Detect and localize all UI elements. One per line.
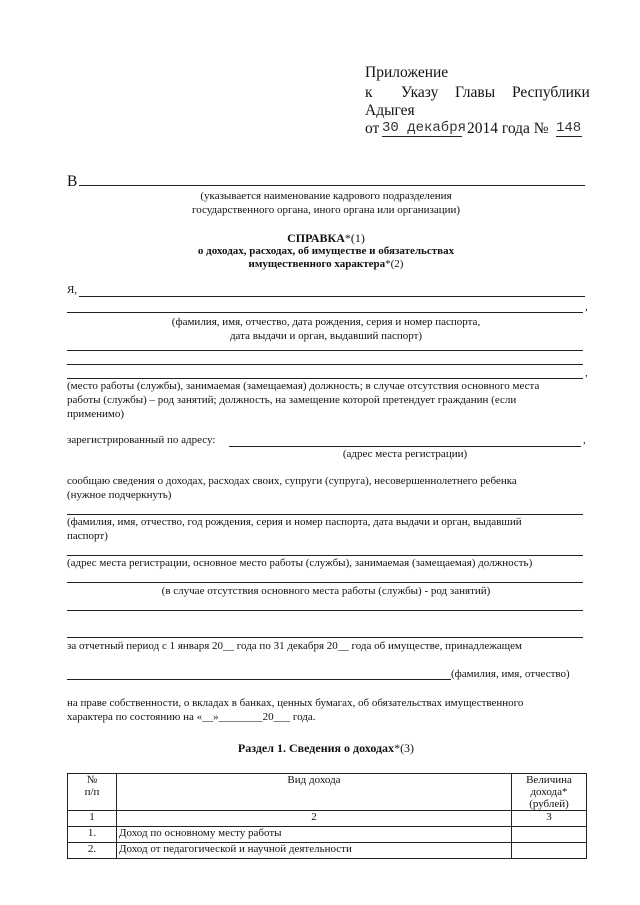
document-title: [67, 231, 585, 246]
recipient-prefix: В: [67, 173, 78, 190]
index-cell-1: 1: [68, 811, 117, 827]
document-subtitle-2: [67, 258, 585, 270]
period-fio-line: [67, 679, 451, 680]
fio-caption-2: паспорт): [67, 530, 108, 542]
table-row: [68, 827, 587, 843]
appendix-label: Приложение: [365, 64, 449, 81]
income-table: [67, 773, 587, 859]
row-num: 1.: [68, 827, 117, 843]
occ-caption: (в случае отсутствия основного места работы (службы) - род занятий): [161, 585, 491, 597]
decree-date-prefix: от: [365, 120, 380, 137]
person-line-5: [67, 378, 583, 379]
person-line-3: [67, 350, 583, 351]
address-line: [229, 446, 581, 447]
decree-number-handwritten: 148: [556, 120, 582, 136]
section-title-ref: *(3): [394, 741, 415, 755]
fio-caption-1: (фамилия, имя, отчество, год рождения, серия и номер паспорта, дата выдачи и орган, выдавший: [67, 516, 522, 528]
index-cell-2: 2: [117, 811, 512, 827]
header-num-1: №: [86, 774, 98, 786]
decree-line-ukazu: Указу: [401, 84, 439, 101]
header-amount: [512, 774, 587, 811]
address-label: зарегистрированный по адресу:: [67, 434, 216, 446]
person-caption-1: (фамилия, имя, отчество, дата рождения, серия и номер паспорта,: [171, 316, 481, 328]
address-comma: ,: [583, 434, 586, 446]
document-subtitle-1: о доходах, расходах, об имуществе и обязательствах: [197, 245, 455, 257]
person-prefix: Я,: [67, 284, 78, 296]
header-num-2: п/п: [84, 786, 100, 798]
header-amount-1: Величина: [526, 774, 572, 786]
row-kind: Доход по основному месту работы: [117, 827, 512, 843]
row-amount[interactable]: [512, 843, 587, 859]
header-amount-2: дохода* (рублей): [529, 786, 569, 810]
period-line: за отчетный период с 1 января 20__ года по 31 декабря 20__ года об имуществе, принадлежащем: [67, 640, 522, 652]
addr-caption: (адрес места регистрации, основное место работы (службы), занимаемая (замещаемая) должность): [67, 557, 533, 569]
occ-line-1: [67, 610, 583, 611]
recipient-caption-2: государственного органа, иного органа или организации): [191, 204, 461, 216]
report-line-1: сообщаю сведения о доходах, расходах своих, супруги (супруга), несовершеннолетнего ребенка: [67, 475, 517, 487]
person-line-4: [67, 364, 583, 365]
decree-line-region: Адыгея: [365, 102, 415, 119]
section-title-text: Раздел 1. Сведения о доходах: [237, 741, 395, 755]
ownership-line-2: характера по состоянию на «__»________20___ года.: [67, 711, 316, 723]
decree-line-resp: Республики: [512, 84, 590, 101]
document-subtitle-2-text: имущественного характера: [248, 258, 386, 270]
addr-line: [67, 555, 583, 556]
occ-line-top: [67, 582, 583, 583]
work-caption-1: (место работы (службы), занимаемая (замещаемая) должность; в случае отсутствия основного места: [67, 380, 540, 392]
occ-line-2: [67, 637, 583, 638]
work-caption-2: работы (службы) – род занятий; должность, на замещение которой претендует гражданин (если: [67, 394, 517, 406]
index-cell-3: 3: [512, 811, 587, 827]
table-row: [68, 843, 587, 859]
decree-date-handwritten: 30 декабря: [382, 120, 467, 136]
person-comma: ,: [585, 301, 588, 313]
row-num: 2.: [68, 843, 117, 859]
header-num: [68, 774, 117, 811]
person-line-2: [67, 312, 583, 313]
section-title: [67, 741, 585, 756]
recipient-caption-1: (указывается наименование кадрового подразделения: [200, 190, 452, 202]
decree-date-suffix: 2014 года №: [467, 120, 549, 137]
person-comma-2: ,: [585, 367, 588, 379]
person-caption-2: дата выдачи и орган, выдавший паспорт): [229, 330, 423, 342]
person-line-1: [79, 296, 585, 297]
document-title-main: СПРАВКА: [287, 231, 345, 245]
header-kind: Вид дохода: [117, 774, 512, 811]
recipient-line: [79, 185, 585, 186]
work-caption-3: применимо): [67, 408, 125, 420]
table-index-row: [68, 811, 587, 827]
row-amount[interactable]: [512, 827, 587, 843]
table-header-row: [68, 774, 587, 811]
report-line-2: (нужное подчеркнуть): [67, 489, 172, 501]
fio-line: [67, 514, 583, 515]
document-title-ref: *(1): [344, 231, 365, 245]
address-caption: (адрес места регистрации): [342, 448, 468, 460]
period-fio-caption: (фамилия, имя, отчество): [451, 668, 570, 680]
decree-line-glavy: Главы: [455, 84, 496, 101]
row-kind: Доход от педагогической и научной деятельности: [117, 843, 512, 859]
decree-line-k: к: [365, 84, 373, 101]
document-subtitle-2-ref: *(2): [385, 258, 404, 270]
ownership-line-1: на праве собственности, о вкладах в банках, ценных бумагах, об обязательствах имущественного: [67, 697, 524, 709]
